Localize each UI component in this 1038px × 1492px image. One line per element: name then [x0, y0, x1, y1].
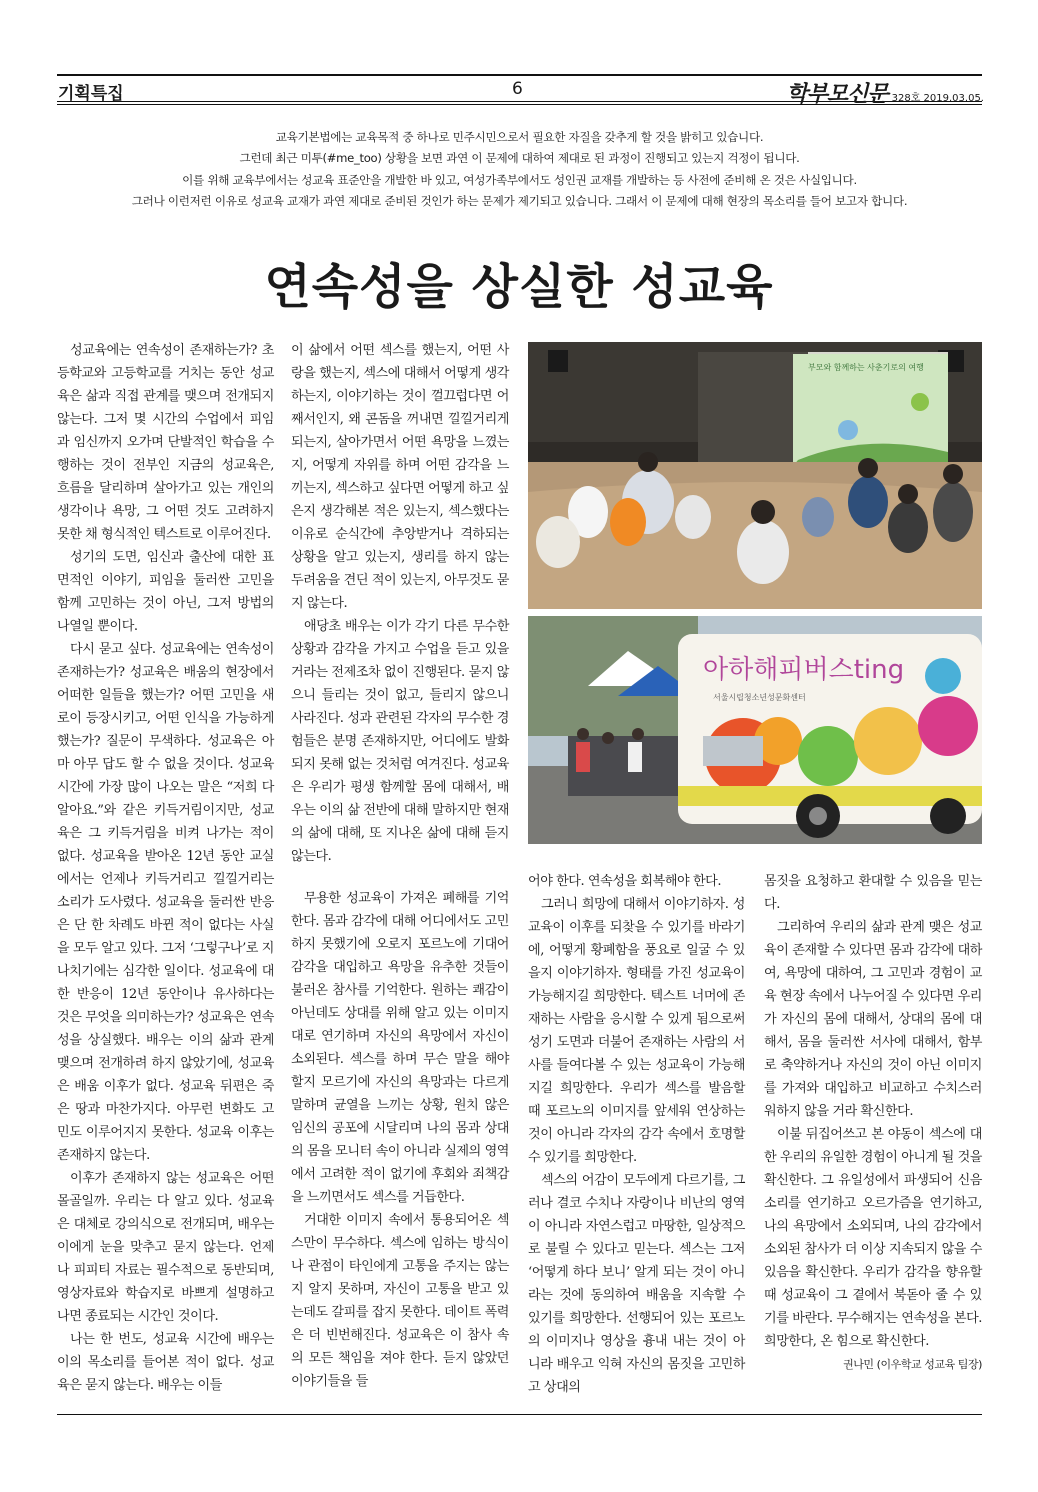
paragraph: 섹스의 어감이 모두에게 다르기를, 그러나 결코 수치나 자랑이나 비난의 영역이 아니라 자연스럽고 마땅한, 일상적으로 불릴 수 있다고 믿는다. 섹스는 그저 ‘어떻게 하다 보니’ 알게 되는 것이 아니라는 것에 동의하여 배움을 지속할 수 있기를 희망한다. 선행되어 있는 포르노의 이미지나 영상을 흉내 내는 것이 아니라 배우고 익혀 자신의 몸짓을 고민하고 상대의 [528, 1173, 745, 1395]
article-column-2-bottom [291, 887, 509, 1393]
author-signature: 권나민 (이우학교 성교육 팀장) [843, 1358, 982, 1371]
paragraph: 거대한 이미지 속에서 통용되어온 섹스만이 무수하다. 섹스에 임하는 방식이나 관점이 타인에게 고통을 주지는 않는지 알지 못하며, 자신이 고통을 받고 있는데도 갈피를 잡지 못한다. 데이트 폭력은 더 빈번해진다. 성교육은 이 참사 속의 모든 책임을 져야 한다. 듣지 않았던 이야기들을 들 [291, 1213, 509, 1389]
bus-subtitle: 서울시립청소년성문화센터 [713, 693, 806, 702]
banner-text: 부모와 함께하는 사춘기로의 여행 [808, 363, 924, 372]
paper-logo: 학부모신문 [786, 81, 888, 107]
article-column-3 [528, 870, 745, 1399]
article-column-4 [764, 870, 982, 1376]
paragraph: 몸짓을 요청하고 환대할 수 있음을 믿는다. [764, 874, 982, 912]
paragraph: 이불 뒤집어쓰고 본 야동이 섹스에 대한 우리의 유일한 경험이 아니게 될 것을 확신한다. 그 유일성에서 파생되어 신음소리를 연기하고 오르가즘을 연기하고, 나의 욕망에서 소외되며, 나의 감각에서 소외된 참사가 더 이상 지속되지 않을 수 있음을 확신한다. 우리가 감각을 향유할 때 성교육이 그 곁에서 북돋아 줄 수 있기를 바란다. 무수해지는 연속성을 본다. 희망한다, 온 힘으로 확신한다. [764, 1127, 982, 1349]
section-label: 기획특집 [58, 84, 124, 104]
header-top-rule [57, 74, 982, 76]
paragraph: 성기의 도면, 임신과 출산에 대한 표면적인 이야기, 피임을 둘러싼 고민을 함께 고민하는 것이 아닌, 그저 방법의 나열일 뿐이다. [57, 550, 274, 634]
paragraph: 애당초 배우는 이가 각기 다른 무수한 상황과 감각을 가지고 수업을 듣고 있을 거라는 전제조차 없이 진행된다. 묻지 않으니 들리는 것이 없고, 들리지 않으니 사라진다. 성과 관련된 각자의 무수한 경험들은 분명 존재하지만, 어디에도 발화되지 못해 없는 것처럼 여겨진다. 성교육은 우리가 평생 함께할 몸에 대해서, 배우는 이의 삶 전반에 대해 말하지만 현재의 삶에 대해, 또 지나온 삶에 대해 듣지 않는다. [291, 619, 509, 864]
masthead [786, 77, 984, 108]
intro-lead [57, 127, 982, 213]
paragraph: 무용한 성교육이 가져온 폐해를 기억한다. 몸과 감각에 대해 어디에서도 고민하지 못했기에 오로지 포르노에 기대어 감각을 대입하고 욕망을 유추한 것들이 불러온 참사를 기억한다. 원하는 쾌감이 아닌데도 상대를 위해 알고 있는 이미지대로 연기하며 자신의 욕망에서 자신이 소외된다. 섹스를 하며 무슨 말을 해야 할지 모르기에 자신의 욕망과는 다르게 말하며 균열을 느끼는 상황, 원치 않은 임신의 공포에 시달리며 나의 몸과 상대의 몸을 모니터 속이 아니라 실제의 영역에서 고려한 적이 없기에 후회와 죄책감을 느끼면서도 섹스를 거듭한다. [291, 891, 509, 1205]
issue-info: 328호 2019.03.05. [891, 93, 984, 104]
workshop-photo [528, 342, 982, 609]
article-column-1 [57, 339, 274, 1397]
paragraph: 다시 묻고 싶다. 성교육에는 연속성이 존재하는가? 성교육은 배움의 현장에서 어떠한 일들을 했는가? 어떤 고민을 새로이 등장시키고, 어떤 인식을 가능하게 했는가? 질문이 무색하다. 성교육은 아마 아무 답도 할 수 없을 것이다. 성교육 시간에 가장 많이 나오는 말은 “저희 다 알아요.”와 같은 키득거림이지만, 성교육은 그 키득거림을 비켜 나가는 적이 없다. 성교육을 받아온 12년 동안 교실에서는 언제나 키득거리고 낄낄거리는 소리가 도사렸다. 성교육을 둘러싼 반응은 단 한 차례도 바뀐 적이 없다는 사실을 모두 알고 있다. 그저 ‘그렇구나’로 지나치기에는 심각한 일이다. 성교육에 대한 반응이 12년 동안이나 유사하다는 것은 무엇을 의미하는가? 성교육은 연속성을 상실했다. 배우는 이의 삶과 관계 맺으며 전개하려 하지 않았기에, 성교육은 배움 이후가 없다. 성교육 뒤편은 죽은 땅과 마찬가지다. 아무런 변화도 고민도 이루어지지 못한다. 성교육 이후는 존재하지 않는다. [57, 642, 274, 1163]
paragraph: 이 삶에서 어떤 섹스를 했는지, 어떤 사랑을 했는지, 섹스에 대해서 어떻게 생각하는지, 이야기하는 것이 껄끄럽다면 어째서인지, 왜 콘돔을 꺼내면 낄낄거리게 되는지, 살아가면서 어떤 욕망을 느꼈는지, 어떻게 자위를 하며 어떤 감각을 느끼는지, 섹스하고 싶다면 어떻게 하고 싶은지 생각해본 적은 있는지, 섹스했다는 이유로 순식간에 추앙받거나 격하되는 상황을 알고 있는지, 생리를 하지 않는 두려움을 견딘 적이 있는지, 아무것도 묻지 않는다. [291, 343, 509, 611]
intro-line: 이를 위해 교육부에서는 성교육 표준안을 개발한 바 있고, 여성가족부에서도 성인권 교재를 개발하는 등 사전에 준비해 온 것은 사실입니다. [182, 172, 857, 187]
intro-line: 교육기본법에는 교육목적 중 하나로 민주시민으로서 필요한 자질을 갖추게 할 것을 밝히고 있습니다. [275, 130, 764, 144]
intro-line: 그러나 이런저런 이유로 성교육 교재가 과연 제대로 준비된 것인가 하는 문제가 제기되고 있습니다. 그래서 이 문제에 대해 현장의 목소리를 들어 보고자 합니다. [131, 194, 908, 209]
intro-line: 그런데 최근 미투(#me_too) 상황을 보면 과연 이 문제에 대하여 제대로 된 과정이 진행되고 있는지 걱정이 됩니다. [239, 151, 800, 166]
paragraph: 이후가 존재하지 않는 성교육은 어떤 몰골일까. 우리는 다 알고 있다. 성교육은 대체로 강의식으로 전개되며, 배우는 이에게 눈을 맞추고 묻지 않는다. 언제나 피피티 자료는 필수적으로 동반되며, 영상자료와 학습지로 바쁘게 설명하고 나면 종료되는 시간인 것이다. [57, 1171, 274, 1324]
article-column-2-top [291, 339, 509, 868]
paragraph: 그러니 희망에 대해서 이야기하자. 성교육이 이후를 되찾을 수 있기를 바라기에, 어떻게 황폐함을 풍요로 일굴 수 있을지 이야기하자. 형태를 가진 성교육이 가능해지길 희망한다. 텍스트 너머에 존재하는 사람을 응시할 수 있게 됨으로써 성기 도면과 더불어 존재하는 사람의 서사를 들여다볼 수 있는 성교육이 가능해지길 희망한다. 우리가 섹스를 발음할 때 포르노의 이미지를 앞세워 연상하는 것이 아니라 각자의 감각 속에서 호명할 수 있기를 희망한다. [528, 897, 745, 1165]
paragraph: 나는 한 번도, 성교육 시간에 배우는 이의 목소리를 들어본 적이 없다. 성교육은 묻지 않는다. 배우는 이들 [57, 1332, 274, 1393]
bus-photo [528, 616, 982, 844]
paragraph: 그리하여 우리의 삶과 관계 맺은 성교육이 존재할 수 있다면 몸과 감각에 대하여, 욕망에 대하여, 그 고민과 경험이 교육 현장 속에서 나누어질 수 있다면 우리가 자신의 몸에 대해서, 상대의 몸에 대해서, 몸을 둘러싼 서사에 대해서, 함부로 축약하거나 자신의 것이 아닌 이미지를 가져와 대입하고 비교하고 수치스러워하지 않을 거라 확신한다. [764, 920, 982, 1119]
page-number: 6 [512, 79, 523, 99]
paragraph: 어야 한다. 연속성을 회복해야 한다. [528, 874, 722, 889]
bus-title: 아하해피버스ting [703, 655, 905, 685]
footer-rule [57, 1414, 982, 1415]
paragraph: 성교육에는 연속성이 존재하는가? 초등학교와 고등학교를 거치는 동안 성교육은 삶과 직접 관계를 맺으며 전개되지 않는다. 그저 몇 시간의 수업에서 피임과 임신까지 오가며 단발적인 학습을 수행하는 것이 전부인 지금의 성교육은, 흐름을 달리하며 살아가고 있는 개인의 생각이나 욕망, 그 어떤 것도 고려하지 못한 채 형식적인 텍스트로 이루어진다. [57, 343, 274, 542]
article-title: 연속성을 상실한 성교육 [264, 259, 774, 315]
